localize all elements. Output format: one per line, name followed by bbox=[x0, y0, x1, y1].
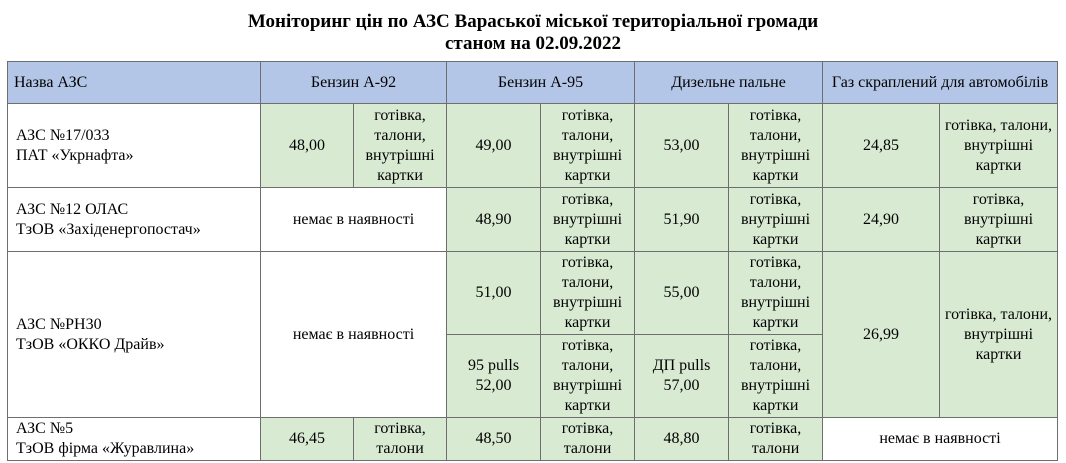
station-company: ТзОВ «Західенергопостач» bbox=[16, 220, 201, 238]
station-number: АЗС №17/033 bbox=[16, 126, 110, 144]
payment-diesel: готівка, талони, внутрішні картки bbox=[729, 252, 823, 335]
price-a95: 51,00 bbox=[447, 252, 541, 335]
payment-a95: готівка, талони, внутрішні картки bbox=[541, 104, 635, 188]
payment-gas: готівка, внутрішні картки bbox=[940, 188, 1058, 252]
table-row-olas bbox=[8, 188, 1058, 252]
a92-not-available: немає в наявності bbox=[261, 188, 447, 252]
title-line-1: Моніторинг цін по АЗС Вараської міської територіальної громади bbox=[247, 11, 819, 32]
station-name-cell bbox=[8, 252, 261, 418]
document-title bbox=[0, 0, 1066, 55]
price-gas: 24,85 bbox=[823, 104, 940, 188]
diesel-pulls-label: ДП pulls bbox=[652, 357, 711, 374]
payment-gas: готівка, талони, внутрішні картки bbox=[940, 252, 1058, 418]
price-a95-pulls bbox=[447, 335, 541, 418]
price-diesel: 53,00 bbox=[635, 104, 729, 188]
gas-not-available: немає в наявності bbox=[823, 418, 1058, 461]
table-row-okko bbox=[8, 252, 1058, 335]
table-row-ukrnafta bbox=[8, 104, 1058, 188]
station-number: АЗС №12 ОЛАС bbox=[16, 200, 129, 218]
price-a92: 48,00 bbox=[261, 104, 354, 188]
table-header-row bbox=[8, 62, 1058, 104]
station-name-cell bbox=[8, 104, 261, 188]
payment-a92: готівка, талони bbox=[354, 418, 447, 461]
fuel-price-table bbox=[7, 61, 1058, 461]
header-gas: Газ скраплений для автомобілів bbox=[823, 62, 1058, 104]
price-gas: 26,99 bbox=[823, 252, 940, 418]
price-diesel-pulls bbox=[635, 335, 729, 418]
payment-diesel: готівка, талони bbox=[729, 418, 823, 461]
station-name-cell bbox=[8, 418, 261, 461]
station-name-cell bbox=[8, 188, 261, 252]
diesel-pulls-price: 57,00 bbox=[663, 377, 700, 394]
header-station-name: Назва АЗС bbox=[8, 62, 261, 104]
header-a95: Бензин А-95 bbox=[447, 62, 635, 104]
header-a92: Бензин А-92 bbox=[261, 62, 447, 104]
price-diesel: 51,90 bbox=[635, 188, 729, 252]
station-number: АЗС №5 bbox=[16, 420, 74, 437]
station-company: ПАТ «Укрнафта» bbox=[16, 146, 134, 164]
price-gas: 24,90 bbox=[823, 188, 940, 252]
a95-pulls-label: 95 pulls bbox=[467, 357, 520, 374]
payment-a95: готівка, внутрішні картки bbox=[541, 188, 635, 252]
a92-not-available: немає в наявності bbox=[261, 252, 447, 418]
station-company: ТзОВ «ОККО Драйв» bbox=[16, 335, 165, 353]
price-a95: 48,50 bbox=[447, 418, 541, 461]
payment-diesel: готівка, талони, внутрішні картки bbox=[729, 104, 823, 188]
price-a95: 49,00 bbox=[447, 104, 541, 188]
a95-pulls-price: 52,00 bbox=[475, 377, 512, 394]
payment-diesel: готівка, внутрішні картки bbox=[729, 188, 823, 252]
header-diesel: Дизельне пальне bbox=[635, 62, 823, 104]
payment-diesel-pulls: готівка, талони, внутрішні картки bbox=[729, 335, 823, 418]
price-diesel: 55,00 bbox=[635, 252, 729, 335]
title-line-2: станом на 02.09.2022 bbox=[445, 33, 621, 54]
table-row-zhuravlyna bbox=[8, 418, 1058, 461]
payment-a95: готівка, талони, внутрішні картки bbox=[541, 252, 635, 335]
station-company: ТзОВ фірма «Журавлина» bbox=[16, 440, 195, 457]
price-diesel: 48,80 bbox=[635, 418, 729, 461]
payment-a95-pulls: готівка, талони, внутрішні картки bbox=[541, 335, 635, 418]
payment-a95: готівка, талони bbox=[541, 418, 635, 461]
station-number: АЗС №РН30 bbox=[16, 315, 102, 333]
payment-gas: готівка, талони, внутрішні картки bbox=[940, 104, 1058, 188]
price-a95: 48,90 bbox=[447, 188, 541, 252]
payment-a92: готівка, талони, внутрішні картки bbox=[354, 104, 447, 188]
price-a92: 46,45 bbox=[261, 418, 354, 461]
